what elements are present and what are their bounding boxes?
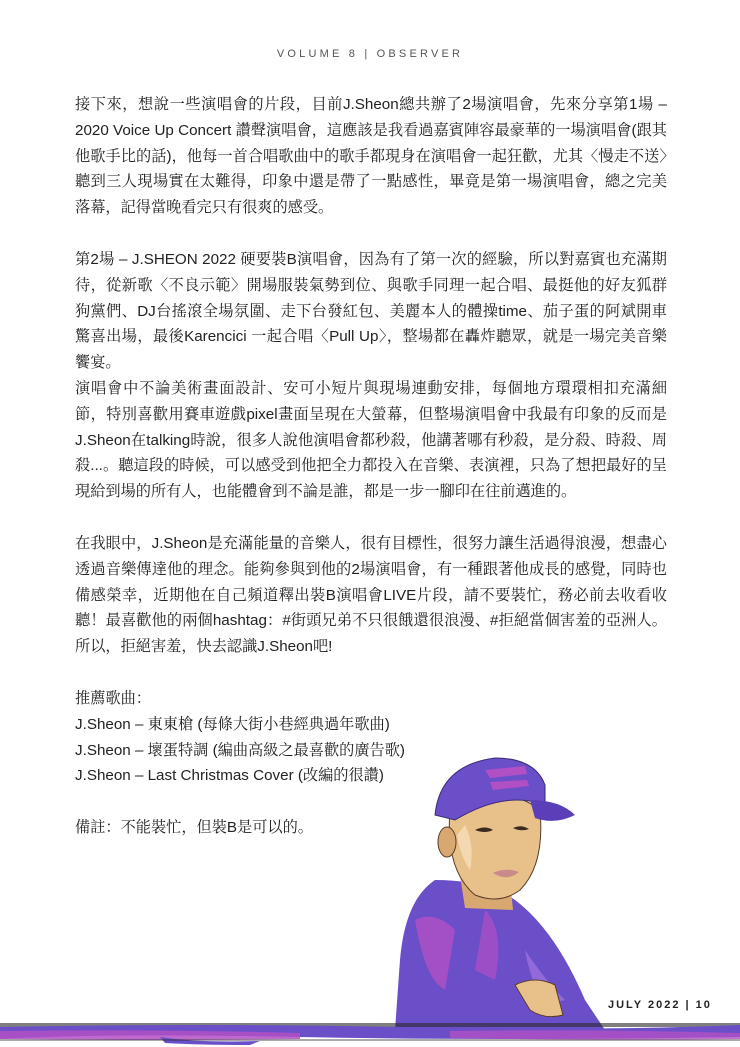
article-paragraph-conclusion: 在我眼中，J.Sheon是充滿能量的音樂人，很有目標性，很努力讓生活過得浪漫，想盡心透過音樂傳達他的理念。能夠參與到他的2場演唱會，有一種跟著他成長的感覺，同時也備感榮幸，近期他在自己頻道釋出裝B演唱會LIVE片段，請不要裝忙，務必前去收看收聽！最喜歡他的兩個hashtag：#街頭兄弟不只很餓還很浪漫、#拒絕當個害羞的亞洲人。所以，拒絕害羞，快去認識J.Sheon吧! <box>75 534 667 656</box>
article-body <box>75 92 667 841</box>
recommendation-item: J.Sheon – 壞蛋特調 (編曲高級之最喜歡的廣告歌) <box>75 741 405 759</box>
article-paragraph-first-concert: 接下來，想說一些演唱會的片段，目前J.Sheon總共辦了2場演唱會，先來分享第1場 – 2020 Voice Up Concert 讚聲演唱會，這應該是我看過嘉賓陣容最豪華的一場演唱會(跟其他歌手比的話)，他每一首合唱歌曲中的歌手都現身在演唱會一起狂歡，尤其〈慢走不送〉聽到三人現場實在太難得，印象中還是帶了一點感性，畢竟是第一場演唱會，總之完美落幕，記得當晚看完只有很爽的感受。 <box>75 96 667 217</box>
brush-stroke-decoration <box>0 1013 740 1047</box>
article-paragraph-second-concert: 第2場 – J.SHEON 2022 硬要裝B演唱會，因為有了第一次的經驗，所以對嘉賓也充滿期待，從新歌〈不良示範〉開場服裝氣勢到位、與歌手同理一起合唱、最挺他的好友狐群狗黨們、DJ台搖滾全場氛圍、走下台發紅包、美麗本人的體操time、茄子蛋的阿斌開車驚喜出場，最後Karencici 一起合唱〈Pull Up〉，整場都在轟炸聽眾，就是一場完美音樂饗宴。 <box>75 250 667 372</box>
article-paragraph-concert-details: 演唱會中不論美術畫面設計、安可小短片與現場連動安排，每個地方環環相扣充滿細節，特別喜歡用賽車遊戲pixel畫面呈現在大螢幕，但整場演唱會中我最有印象的反而是J.Sheon在talking時說，很多人說他演唱會都秒殺，他講著哪有秒殺，是分殺、時殺、周殺...。聽這段的時候，可以感受到他把全力都投入在音樂、表演裡，只為了想把最好的呈現給到場的所有人，也能體會到不論是誰，都是一步一腳印在往前邁進的。 <box>75 379 667 501</box>
paragraph-spacer <box>75 660 667 686</box>
page-footer: JULY 2022 | 10 <box>608 999 712 1011</box>
artist-illustration <box>395 730 695 1030</box>
paragraph-spacer <box>75 505 667 531</box>
recommendation-item: J.Sheon – Last Christmas Cover (改編的很讚) <box>75 767 384 785</box>
recommendations-title: 推薦歌曲： <box>75 689 151 707</box>
article-note: 備註：不能裝忙，但裝B是可以的。 <box>75 819 313 837</box>
recommendation-item: J.Sheon – 東東槍 (每條大街小巷經典過年歌曲) <box>75 715 390 733</box>
magazine-header: VOLUME 8 | OBSERVER <box>276 48 464 60</box>
paragraph-spacer <box>75 221 667 247</box>
